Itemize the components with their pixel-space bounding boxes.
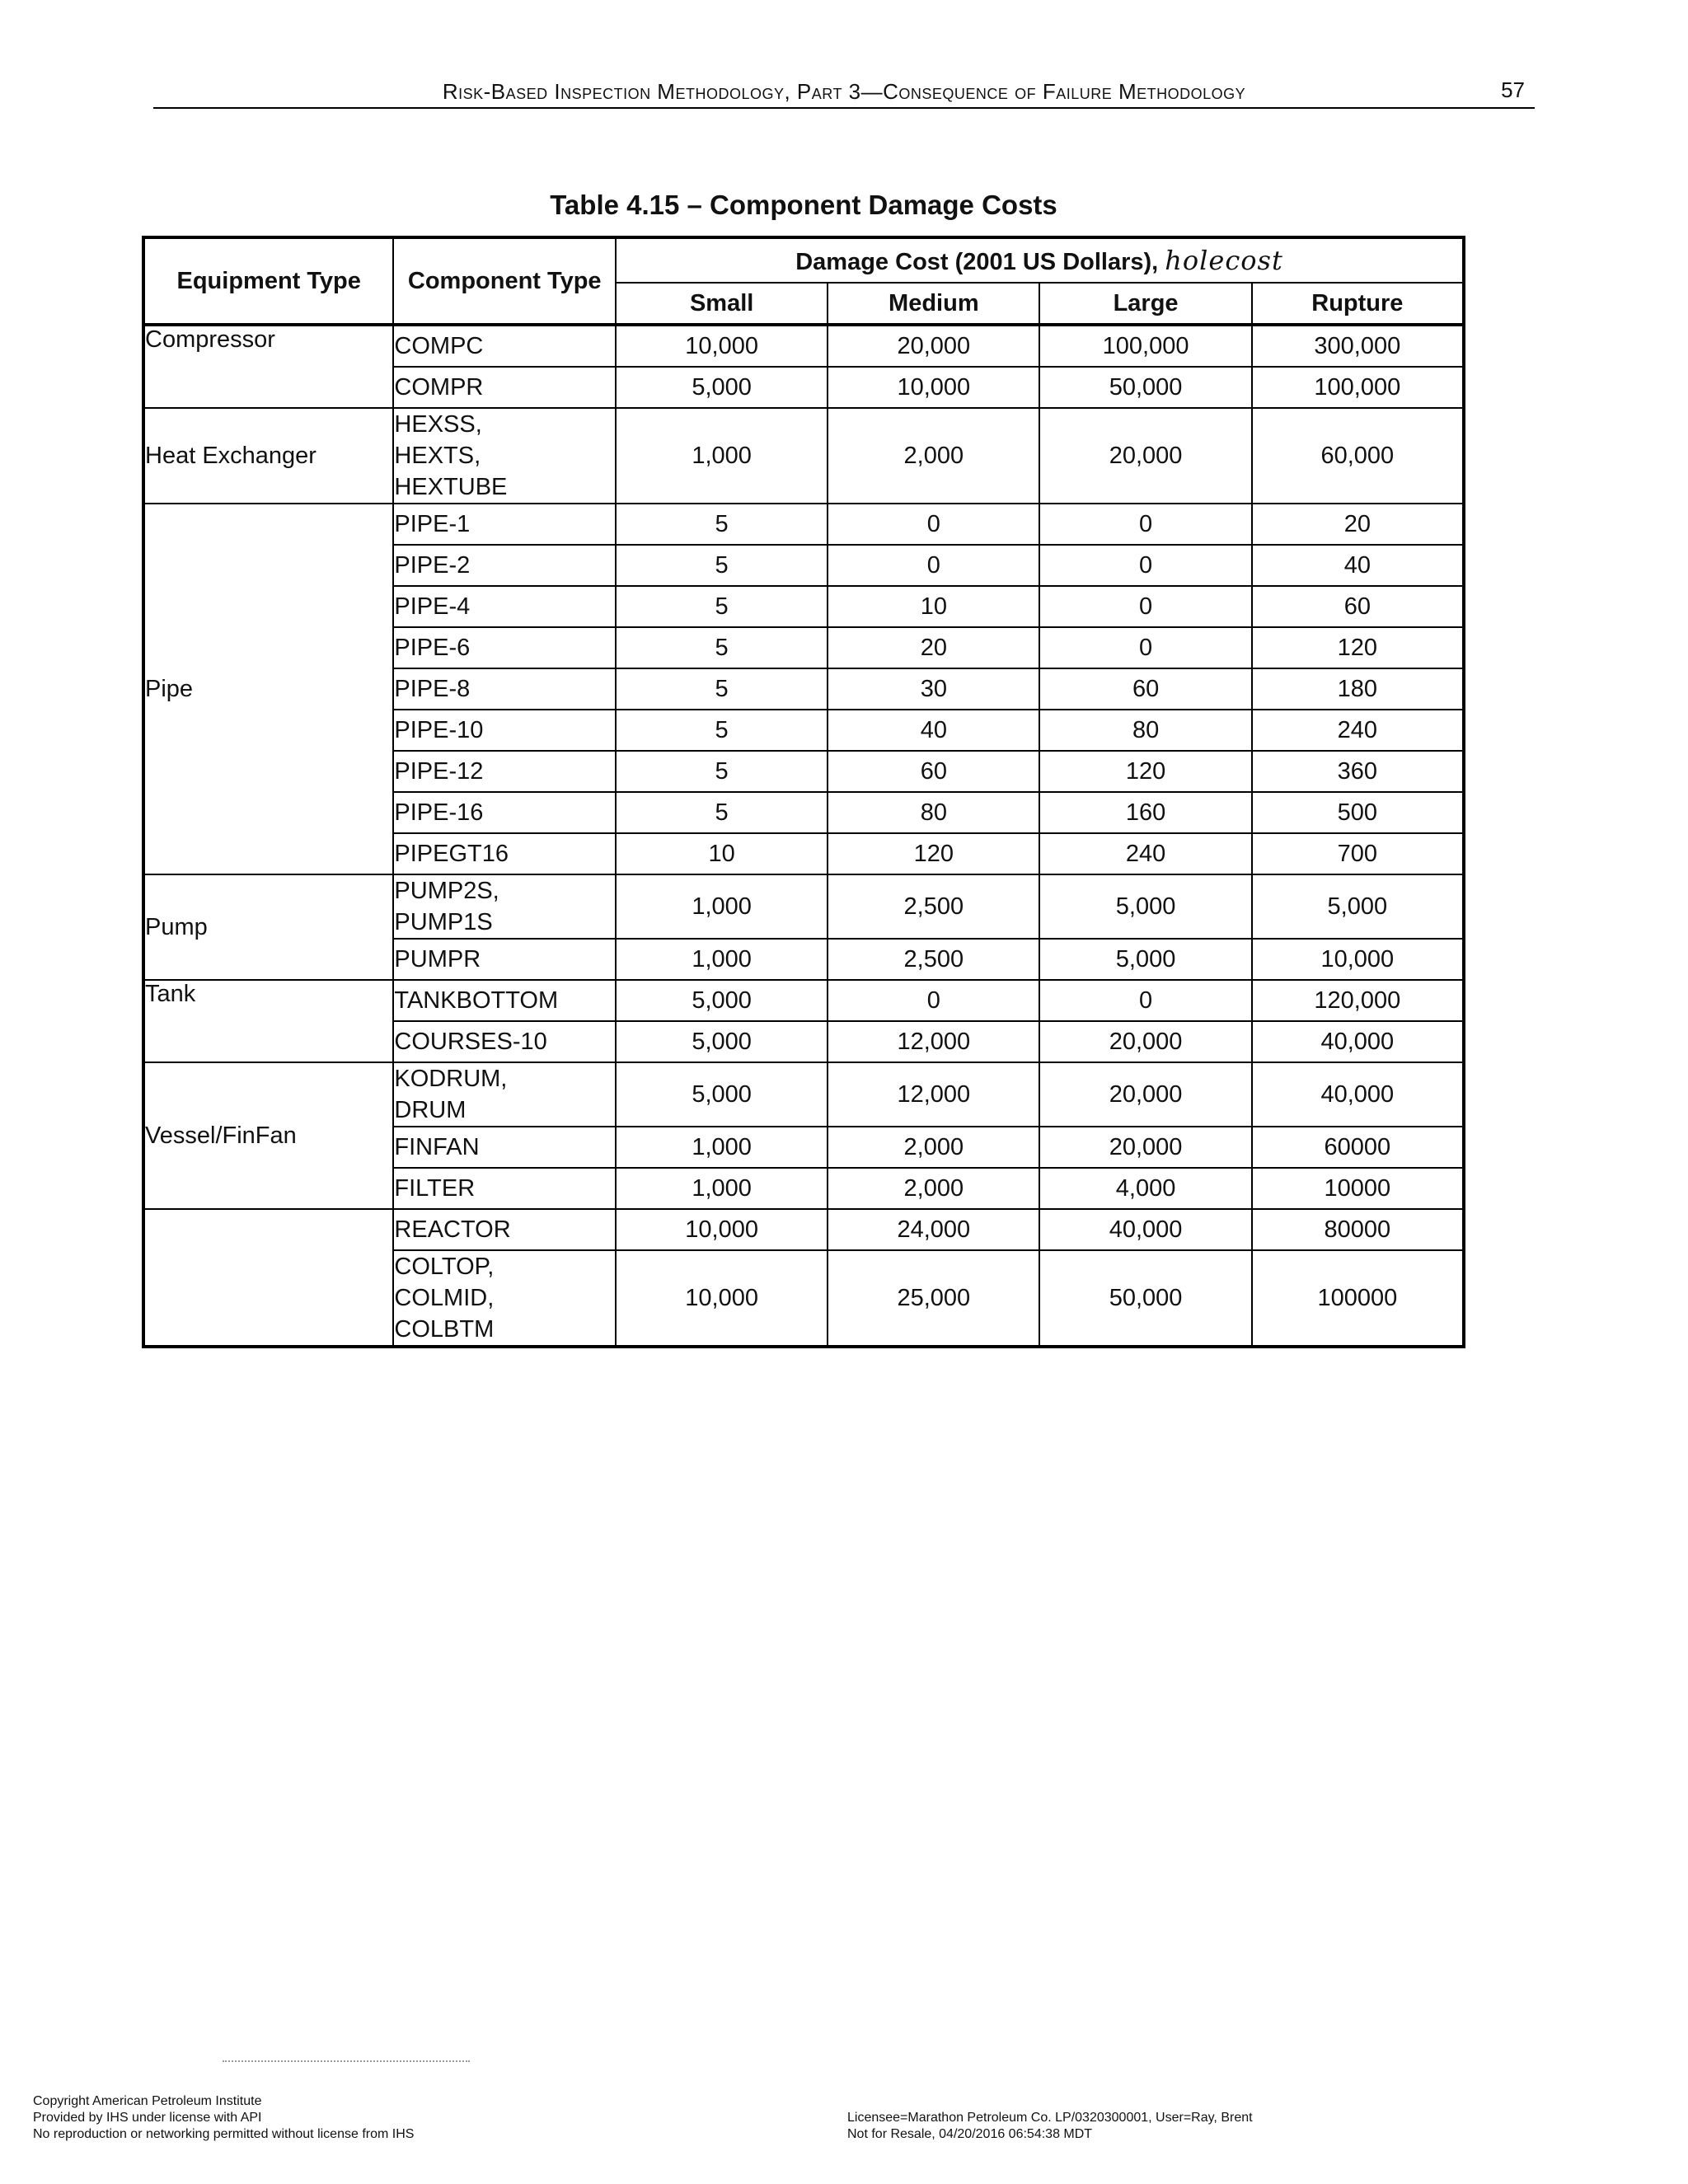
rupture-cell: 60 [1252,586,1464,627]
component-cell: PIPE-12 [393,751,616,792]
small-cell: 5,000 [616,980,828,1021]
rupture-cell: 100,000 [1252,367,1464,408]
rupture-cell: 240 [1252,710,1464,751]
medium-cell: 2,500 [828,939,1039,980]
small-cell: 5 [616,668,828,710]
rupture-cell: 500 [1252,792,1464,833]
equipment-cell: Tank [143,980,393,1062]
medium-cell: 10 [828,586,1039,627]
large-cell: 160 [1039,792,1251,833]
rupture-cell: 5,000 [1252,874,1464,939]
component-cell: PUMPR [393,939,616,980]
component-line: DRUM [394,1097,467,1123]
footer-license [847,2110,1253,2143]
small-cell: 1,000 [616,1127,828,1168]
large-cell: 0 [1039,627,1251,668]
rupture-cell: 40 [1252,545,1464,586]
small-cell: 5 [616,792,828,833]
rupture-cell: 360 [1252,751,1464,792]
small-cell: 1,000 [616,408,828,504]
large-cell: 0 [1039,586,1251,627]
footer-line: Licensee=Marathon Petroleum Co. LP/0320300001, User=Ray, Brent [847,2111,1253,2125]
medium-cell: 2,500 [828,874,1039,939]
component-cell: PIPE-6 [393,627,616,668]
rupture-cell: 120 [1252,627,1464,668]
running-title: Risk-Based Inspection Methodology, Part 3—Consequence of Failure Methodology [442,79,1246,104]
header-component-type: Component Type [393,237,616,325]
rupture-cell: 40,000 [1252,1062,1464,1127]
large-cell: 20,000 [1039,1062,1251,1127]
medium-cell: 120 [828,833,1039,874]
medium-cell: 2,000 [828,1127,1039,1168]
small-cell: 10,000 [616,325,828,367]
rupture-cell: 60000 [1252,1127,1464,1168]
header-damage-cost [616,237,1464,283]
component-line: HEXTS, [394,443,481,469]
component-cell: COMPC [393,325,616,367]
medium-cell: 10,000 [828,367,1039,408]
large-cell: 20,000 [1039,1127,1251,1168]
rupture-cell: 700 [1252,833,1464,874]
medium-cell: 80 [828,792,1039,833]
header-small: Small [616,283,828,325]
large-cell: 80 [1039,710,1251,751]
medium-cell: 2,000 [828,408,1039,504]
large-cell: 0 [1039,545,1251,586]
component-cell: COURSES-10 [393,1021,616,1062]
footer-line: Provided by IHS under license with API [33,2111,262,2125]
component-line: HEXTUBE [394,474,508,500]
medium-cell: 0 [828,980,1039,1021]
medium-cell: 0 [828,504,1039,545]
component-cell: PIPE-16 [393,792,616,833]
rupture-cell: 40,000 [1252,1021,1464,1062]
small-cell: 1,000 [616,1168,828,1209]
large-cell: 50,000 [1039,367,1251,408]
footer-copyright [33,2093,414,2143]
table-row [143,874,1464,939]
small-cell: 5 [616,710,828,751]
scan-artifact [223,2060,470,2064]
medium-cell: 2,000 [828,1168,1039,1209]
small-cell: 10,000 [616,1209,828,1250]
component-cell: PIPE-8 [393,668,616,710]
small-cell: 5 [616,586,828,627]
small-cell: 5,000 [616,367,828,408]
small-cell: 5 [616,627,828,668]
rupture-cell: 300,000 [1252,325,1464,367]
table-body [143,325,1464,1347]
component-cell [393,874,616,939]
damage-cost-table [142,236,1465,1348]
medium-cell: 12,000 [828,1062,1039,1127]
component-cell [393,1250,616,1347]
large-cell: 50,000 [1039,1250,1251,1347]
header-medium: Medium [828,283,1039,325]
large-cell: 4,000 [1039,1168,1251,1209]
medium-cell: 30 [828,668,1039,710]
medium-cell: 25,000 [828,1250,1039,1347]
component-cell: COMPR [393,367,616,408]
small-cell: 10,000 [616,1250,828,1347]
component-cell: PIPE-10 [393,710,616,751]
table-row [143,408,1464,504]
large-cell: 60 [1039,668,1251,710]
medium-cell: 60 [828,751,1039,792]
medium-cell: 12,000 [828,1021,1039,1062]
table-row [143,1209,1464,1250]
equipment-cell: Heat Exchanger [143,408,393,504]
running-header [153,79,1535,109]
rupture-cell: 10000 [1252,1168,1464,1209]
small-cell: 5 [616,504,828,545]
rupture-cell: 120,000 [1252,980,1464,1021]
small-cell: 1,000 [616,939,828,980]
equipment-cell: Pipe [143,504,393,874]
medium-cell: 0 [828,545,1039,586]
large-cell: 40,000 [1039,1209,1251,1250]
component-line: COLTOP, [394,1254,495,1280]
component-cell: PIPE-4 [393,586,616,627]
rupture-cell: 100000 [1252,1250,1464,1347]
header-equipment-type: Equipment Type [143,237,393,325]
component-line: HEXSS, [394,411,482,438]
small-cell: 5,000 [616,1062,828,1127]
component-cell: PIPEGT16 [393,833,616,874]
medium-cell: 24,000 [828,1209,1039,1250]
rupture-cell: 20 [1252,504,1464,545]
small-cell: 5 [616,545,828,586]
footer-line: Not for Resale, 04/20/2016 06:54:38 MDT [847,2127,1093,2141]
rupture-cell: 80000 [1252,1209,1464,1250]
large-cell: 0 [1039,504,1251,545]
table-title: Table 4.15 – Component Damage Costs [550,190,1057,220]
medium-cell: 20 [828,627,1039,668]
equipment-cell: Vessel/FinFan [143,1062,393,1209]
footer-line: No reproduction or networking permitted without license from IHS [33,2127,415,2141]
large-cell: 5,000 [1039,939,1251,980]
large-cell: 100,000 [1039,325,1251,367]
equipment-cell: Pump [143,874,393,980]
table-row [143,1062,1464,1127]
large-cell: 120 [1039,751,1251,792]
component-line: KODRUM, [394,1066,508,1092]
table-row [143,980,1464,1021]
small-cell: 10 [616,833,828,874]
rupture-cell: 180 [1252,668,1464,710]
header-rupture: Rupture [1252,283,1464,325]
rupture-cell: 60,000 [1252,408,1464,504]
component-cell: FILTER [393,1168,616,1209]
page-number: 57 [1501,77,1525,102]
rupture-cell: 10,000 [1252,939,1464,980]
component-cell: PIPE-1 [393,504,616,545]
table-row [143,504,1464,545]
component-cell: REACTOR [393,1209,616,1250]
large-cell: 20,000 [1039,1021,1251,1062]
large-cell: 20,000 [1039,408,1251,504]
component-line: COLMID, [394,1285,495,1311]
medium-cell: 40 [828,710,1039,751]
large-cell: 0 [1039,980,1251,1021]
component-cell [393,408,616,504]
medium-cell: 20,000 [828,325,1039,367]
component-line: PUMP2S, [394,878,499,904]
component-line: COLBTM [394,1316,495,1343]
header-holecost-variable: holecost [1165,245,1283,276]
header-damage-cost-label: Damage Cost (2001 US Dollars), [795,249,1159,275]
equipment-cell [143,1209,393,1347]
small-cell: 5 [616,751,828,792]
small-cell: 5,000 [616,1021,828,1062]
component-cell [393,1062,616,1127]
component-cell: FINFAN [393,1127,616,1168]
header-large: Large [1039,283,1251,325]
equipment-cell: Compressor [143,325,393,408]
component-line: PUMP1S [394,909,493,935]
footer-line: Copyright American Petroleum Institute [33,2094,262,2108]
small-cell: 1,000 [616,874,828,939]
large-cell: 240 [1039,833,1251,874]
component-cell: PIPE-2 [393,545,616,586]
large-cell: 5,000 [1039,874,1251,939]
component-cell: TANKBOTTOM [393,980,616,1021]
table-row [143,325,1464,367]
